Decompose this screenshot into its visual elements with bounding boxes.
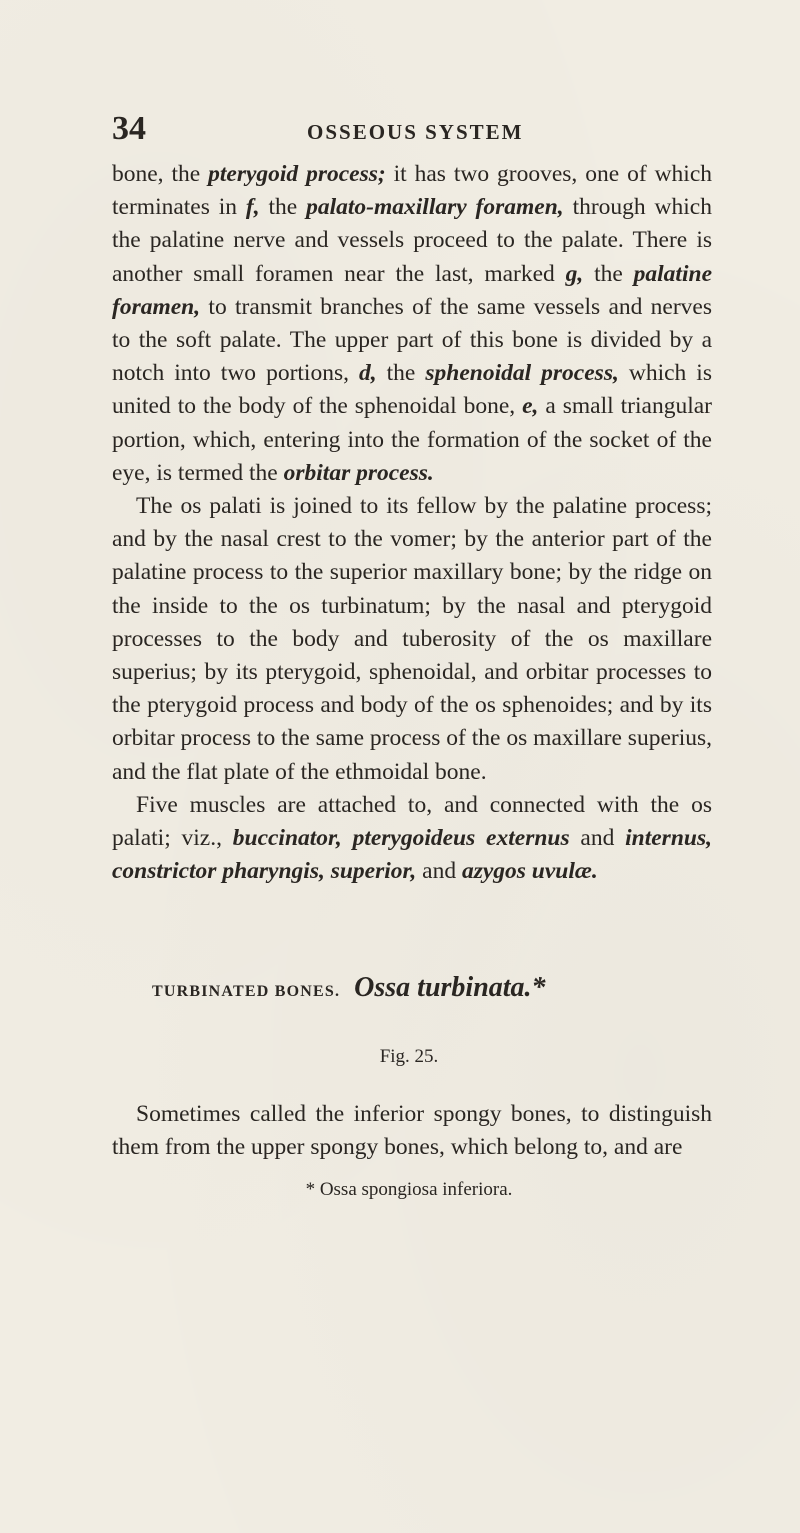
section-heading-title: TURBINATED BONES. [152,983,341,1000]
running-head: OSSEOUS SYSTEM [307,120,524,144]
footnote: * Ossa spongiosa inferiora. [305,1179,513,1200]
paragraph-articulations: The os palati is joined to its fellow by the palatine process; and by the nasal crest to the vomer; by the anterior part of the palatine process to the superior maxillary bone; by the ridge on the inside to the os turbinatum; by the nasal and pterygoid processes to the body and tuberosity of the os maxillare superius; by its pterygoid, sphenoidal, and orbitar processes to the pterygoid process and body of the os sphenoides; and by its orbitar process to the same process of the os maxillare superius, and the flat plate of the ethmoidal bone. [112,493,712,785]
page-header [112,112,712,152]
page-number: 34 [112,110,146,147]
section-heading [152,970,712,1010]
paragraph-muscles: Five muscles are attached to, and connected with the os palati; viz., buccinator, pterygoideus externus and internus, constrictor pharyngis, superior, and azygos uvulæ. [112,791,712,885]
paragraph-turbinated: Sometimes called the inferior spongy bones, to distinguish them from the upper spongy bones, which belong to, and are [112,1101,712,1161]
paragraph-palatine-processes: bone, the pterygoid process; it has two grooves, one of which terminates in f, the palato-maxillary foramen, through which the palatine nerve and vessels proceed to the palate. There is another small foramen near the last, marked g, the palatine foramen, to transmit branches of the same vessels and nerves to the soft palate. The upper part of this bone is divided by a notch into two portions, d, the sphenoidal process, which is united to the body of the sphenoidal bone, e, a small triangular portion, which, entering into the formation of the socket of the eye, is termed the orbitar process. [112,161,712,486]
section-heading-latin: Ossa turbinata.* [354,972,546,1003]
figure-caption: Fig. 25. [379,1046,439,1067]
main-text [112,158,712,888]
